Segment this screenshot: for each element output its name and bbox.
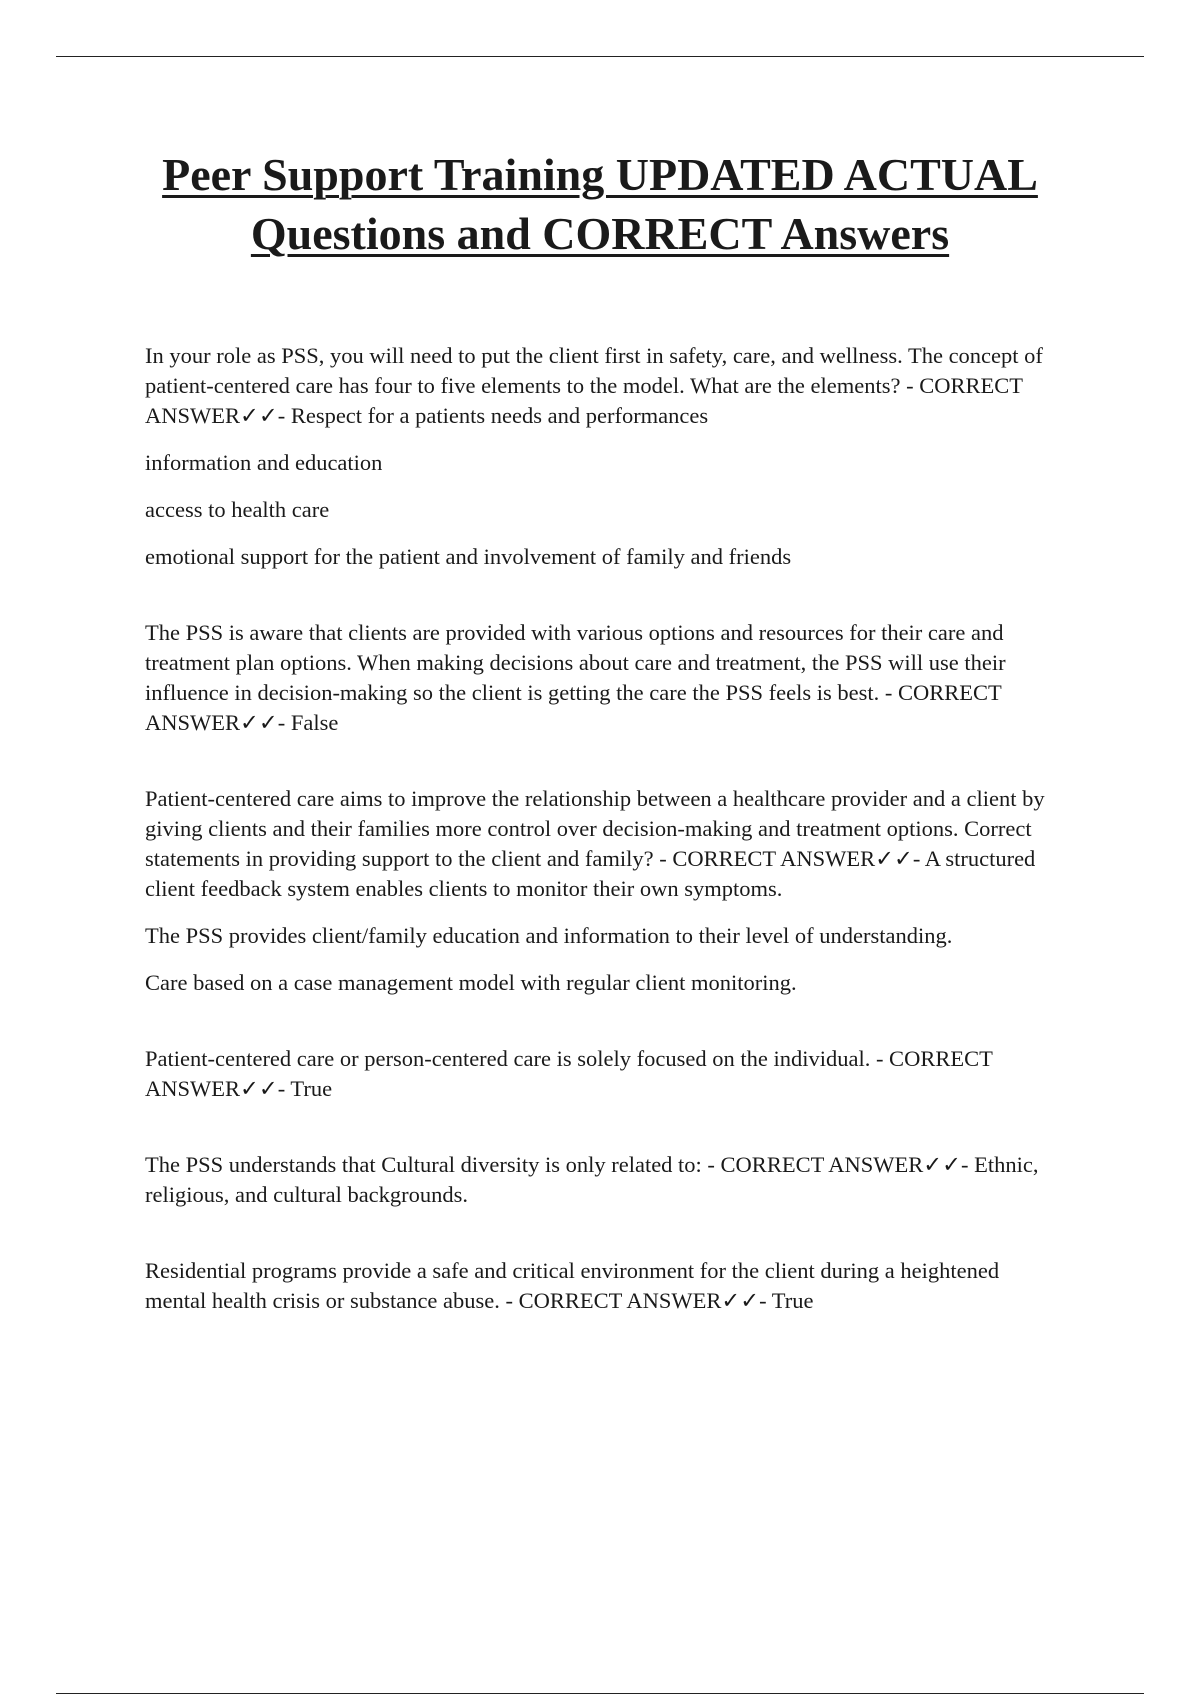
answer-line: access to health care — [145, 497, 330, 522]
question-paragraph: The PSS understands that Cultural diversity is only related to: - CORRECT ANSWER✓✓- Ethnic, religious, and cultural backgrounds. — [145, 1152, 1039, 1207]
answer-line: Care based on a case management model with regular client monitoring. — [145, 970, 797, 995]
footer-rule — [56, 1693, 1144, 1694]
question-paragraph: The PSS is aware that clients are provided with various options and resources for their care and treatment plan options. When making decisions about care and treatment, the PSS will use their influence in decision-making so the client is getting the care the PSS feels is best. - CORRECT ANSWER✓✓- False — [145, 620, 1006, 735]
answer-line: emotional support for the patient and involvement of family and friends — [145, 544, 792, 569]
header-rule — [56, 56, 1144, 57]
question-paragraph: Patient-centered care aims to improve the relationship between a healthcare provider and a client by giving clients and their families more control over decision-making and treatment options. Correct statements in providing support to the client and family? - CORRECT ANSWER✓✓- A structured client feedback system enables clients to monitor their own symptoms. — [145, 786, 1045, 901]
question-paragraph: In your role as PSS, you will need to put the client first in safety, care, and wellness. The concept of patient-centered care has four to five elements to the model. What are the elements? - CORRECT ANSWER✓✓- Respect for a patients needs and performances — [145, 343, 1043, 428]
answer-line: The PSS provides client/family education and information to their level of understanding. — [145, 923, 953, 948]
answer-line: information and education — [145, 450, 383, 475]
document-body — [145, 341, 1045, 1333]
question-paragraph: Residential programs provide a safe and critical environment for the client during a heightened mental health crisis or substance abuse. - CORRECT ANSWER✓✓- True — [145, 1258, 1000, 1313]
document-title: Peer Support Training UPDATED ACTUAL Questions and CORRECT Answers — [162, 149, 1038, 259]
question-paragraph: Patient-centered care or person-centered care is solely focused on the individual. - CORRECT ANSWER✓✓- True — [145, 1046, 993, 1101]
